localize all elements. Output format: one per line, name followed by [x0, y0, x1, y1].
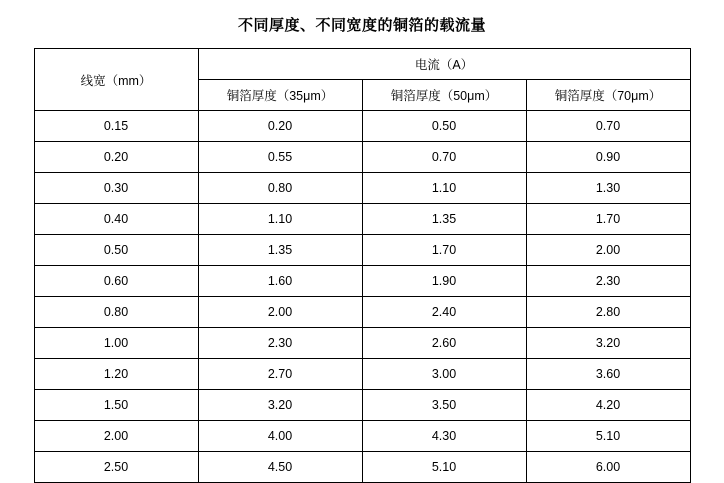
cell-line-width: 0.60 [34, 266, 198, 297]
cell-current-70um: 2.30 [526, 266, 690, 297]
cell-current-70um: 5.10 [526, 421, 690, 452]
cell-current-70um: 0.90 [526, 142, 690, 173]
cell-current-50um: 5.10 [362, 452, 526, 483]
table-row [34, 266, 690, 297]
cell-line-width: 0.50 [34, 235, 198, 266]
cell-current-35um: 0.80 [198, 173, 362, 204]
cell-current-35um: 0.20 [198, 111, 362, 142]
cell-current-50um: 1.10 [362, 173, 526, 204]
cell-current-70um: 2.80 [526, 297, 690, 328]
cell-current-35um: 1.10 [198, 204, 362, 235]
table-row [34, 142, 690, 173]
cell-line-width: 0.20 [34, 142, 198, 173]
cell-current-35um: 1.60 [198, 266, 362, 297]
cell-current-50um: 1.90 [362, 266, 526, 297]
cell-line-width: 1.20 [34, 359, 198, 390]
cell-line-width: 2.00 [34, 421, 198, 452]
table-header-row-1 [34, 49, 690, 80]
cell-current-50um: 2.40 [362, 297, 526, 328]
cell-current-35um: 3.20 [198, 390, 362, 421]
cell-current-70um: 1.70 [526, 204, 690, 235]
cell-current-35um: 0.55 [198, 142, 362, 173]
cell-current-35um: 4.50 [198, 452, 362, 483]
table-header [34, 49, 690, 111]
header-line-width: 线宽（mm） [34, 49, 198, 111]
table-row [34, 297, 690, 328]
cell-line-width: 0.15 [34, 111, 198, 142]
table-row [34, 328, 690, 359]
cell-line-width: 1.00 [34, 328, 198, 359]
cell-current-35um: 2.30 [198, 328, 362, 359]
cell-current-35um: 4.00 [198, 421, 362, 452]
table-row [34, 359, 690, 390]
cell-line-width: 0.80 [34, 297, 198, 328]
cell-line-width: 2.50 [34, 452, 198, 483]
table-body [34, 111, 690, 483]
table-row [34, 421, 690, 452]
table-row [34, 204, 690, 235]
cell-current-70um: 4.20 [526, 390, 690, 421]
cell-current-50um: 2.60 [362, 328, 526, 359]
copper-current-capacity-table [34, 48, 691, 483]
cell-current-50um: 0.50 [362, 111, 526, 142]
cell-current-50um: 1.70 [362, 235, 526, 266]
cell-current-35um: 2.00 [198, 297, 362, 328]
header-thickness-70um: 铜箔厚度（70μm） [526, 80, 690, 111]
cell-current-70um: 3.20 [526, 328, 690, 359]
cell-current-70um: 0.70 [526, 111, 690, 142]
cell-current-70um: 2.00 [526, 235, 690, 266]
table-row [34, 173, 690, 204]
cell-line-width: 0.30 [34, 173, 198, 204]
cell-line-width: 0.40 [34, 204, 198, 235]
cell-current-50um: 3.50 [362, 390, 526, 421]
cell-current-70um: 1.30 [526, 173, 690, 204]
cell-current-50um: 4.30 [362, 421, 526, 452]
cell-current-50um: 0.70 [362, 142, 526, 173]
cell-current-35um: 2.70 [198, 359, 362, 390]
cell-current-70um: 3.60 [526, 359, 690, 390]
cell-current-50um: 3.00 [362, 359, 526, 390]
cell-line-width: 1.50 [34, 390, 198, 421]
table-row [34, 235, 690, 266]
cell-current-50um: 1.35 [362, 204, 526, 235]
table-row [34, 390, 690, 421]
cell-current-70um: 6.00 [526, 452, 690, 483]
table-row [34, 111, 690, 142]
header-current-group: 电流（A） [198, 49, 690, 80]
header-thickness-35um: 铜箔厚度（35μm） [198, 80, 362, 111]
page-title: 不同厚度、不同宽度的铜箔的载流量 [237, 17, 486, 34]
cell-current-35um: 1.35 [198, 235, 362, 266]
header-thickness-50um: 铜箔厚度（50μm） [362, 80, 526, 111]
table-row [34, 452, 690, 483]
